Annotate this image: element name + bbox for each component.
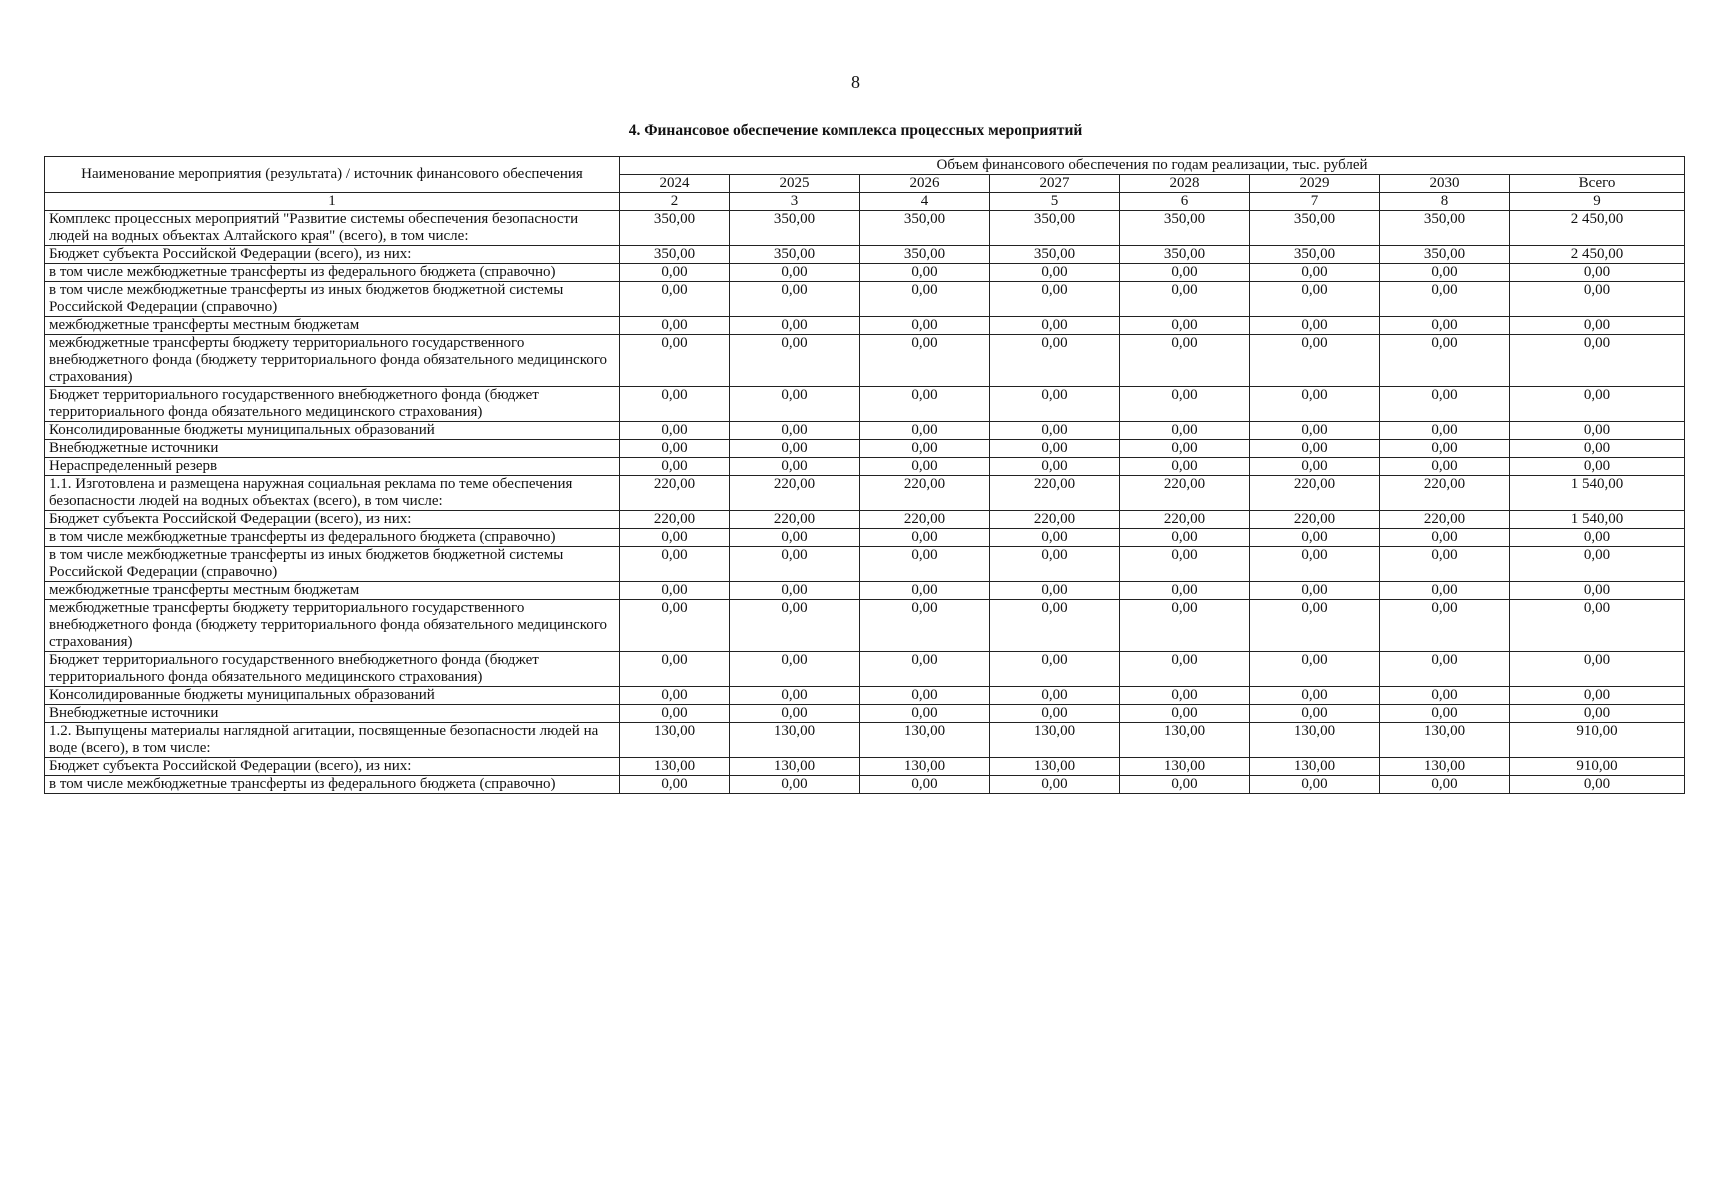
table-row xyxy=(45,529,1685,547)
year-header: 2027 xyxy=(990,175,1120,193)
row-label: Консолидированные бюджеты муниципальных образований xyxy=(45,687,620,705)
row-label: межбюджетные трансферты бюджету территориального государственного внебюджетного фонда (бюджету территориального фонда обязательного медицинского страхования) xyxy=(45,600,620,652)
row-value-cell: 0,00 xyxy=(1250,652,1380,687)
row-value-cell: 0,00 xyxy=(730,335,860,387)
row-value-cell: 0,00 xyxy=(1380,529,1510,547)
table-row xyxy=(45,582,1685,600)
row-value-cell: 0,00 xyxy=(1250,387,1380,422)
row-label: Бюджет территориального государственного внебюджетного фонда (бюджет территориального фонда обязательного медицинского страхования) xyxy=(45,652,620,687)
page-number: 8 xyxy=(851,72,860,92)
row-value-cell: 0,00 xyxy=(990,687,1120,705)
row-value-cell: 0,00 xyxy=(620,582,730,600)
row-value-cell: 0,00 xyxy=(1250,687,1380,705)
table-row xyxy=(45,387,1685,422)
row-value-cell: 220,00 xyxy=(1120,511,1250,529)
row-value-cell: 0,00 xyxy=(730,282,860,317)
row-value-cell: 0,00 xyxy=(860,458,990,476)
row-label: межбюджетные трансферты местным бюджетам xyxy=(45,317,620,335)
table-row xyxy=(45,547,1685,582)
row-value-cell: 0,00 xyxy=(620,282,730,317)
row-value-cell: 0,00 xyxy=(860,652,990,687)
row-total-cell: 0,00 xyxy=(1510,600,1685,652)
table-row xyxy=(45,652,1685,687)
row-value-cell: 350,00 xyxy=(1250,246,1380,264)
row-value-cell: 0,00 xyxy=(1120,705,1250,723)
row-total-cell: 2 450,00 xyxy=(1510,211,1685,246)
row-value-cell: 0,00 xyxy=(620,422,730,440)
row-value-cell: 0,00 xyxy=(990,387,1120,422)
row-total-cell: 0,00 xyxy=(1510,687,1685,705)
row-value-cell: 0,00 xyxy=(1380,705,1510,723)
row-value-cell: 0,00 xyxy=(620,652,730,687)
row-total-cell: 0,00 xyxy=(1510,282,1685,317)
row-value-cell: 0,00 xyxy=(1250,600,1380,652)
row-value-cell: 0,00 xyxy=(860,687,990,705)
row-label: межбюджетные трансферты бюджету территориального государственного внебюджетного фонда (бюджету территориального фонда обязательного медицинского страхования) xyxy=(45,335,620,387)
table-row xyxy=(45,246,1685,264)
row-value-cell: 0,00 xyxy=(860,547,990,582)
row-value-cell: 0,00 xyxy=(730,776,860,794)
row-value-cell: 0,00 xyxy=(990,458,1120,476)
year-header: 2030 xyxy=(1380,175,1510,193)
row-value-cell: 0,00 xyxy=(1380,422,1510,440)
row-total-cell: 0,00 xyxy=(1510,547,1685,582)
row-value-cell: 0,00 xyxy=(1250,776,1380,794)
row-value-cell: 0,00 xyxy=(730,687,860,705)
row-value-cell: 0,00 xyxy=(1120,317,1250,335)
row-value-cell: 0,00 xyxy=(1380,282,1510,317)
row-total-cell: 0,00 xyxy=(1510,387,1685,422)
row-value-cell: 0,00 xyxy=(1380,264,1510,282)
row-value-cell: 0,00 xyxy=(860,705,990,723)
row-value-cell: 0,00 xyxy=(1120,529,1250,547)
year-header: 2029 xyxy=(1250,175,1380,193)
row-value-cell: 0,00 xyxy=(620,547,730,582)
row-value-cell: 0,00 xyxy=(620,458,730,476)
table-row xyxy=(45,687,1685,705)
row-value-cell: 350,00 xyxy=(990,246,1120,264)
row-value-cell: 0,00 xyxy=(620,387,730,422)
row-value-cell: 0,00 xyxy=(990,282,1120,317)
row-value-cell: 130,00 xyxy=(990,723,1120,758)
row-label: в том числе межбюджетные трансферты из федерального бюджета (справочно) xyxy=(45,776,620,794)
row-total-cell: 0,00 xyxy=(1510,776,1685,794)
row-label: в том числе межбюджетные трансферты из федерального бюджета (справочно) xyxy=(45,264,620,282)
row-value-cell: 0,00 xyxy=(1380,600,1510,652)
row-value-cell: 0,00 xyxy=(730,440,860,458)
row-value-cell: 130,00 xyxy=(1250,723,1380,758)
row-value-cell: 0,00 xyxy=(990,264,1120,282)
row-value-cell: 0,00 xyxy=(1120,387,1250,422)
row-value-cell: 0,00 xyxy=(1380,687,1510,705)
column-number: 1 xyxy=(45,193,620,211)
row-value-cell: 0,00 xyxy=(620,317,730,335)
row-value-cell: 0,00 xyxy=(730,422,860,440)
year-header: 2026 xyxy=(860,175,990,193)
row-value-cell: 0,00 xyxy=(1250,547,1380,582)
row-value-cell: 0,00 xyxy=(1120,582,1250,600)
row-value-cell: 0,00 xyxy=(1380,440,1510,458)
row-label: Внебюджетные источники xyxy=(45,705,620,723)
row-value-cell: 220,00 xyxy=(1380,511,1510,529)
row-value-cell: 0,00 xyxy=(990,335,1120,387)
row-total-cell: 910,00 xyxy=(1510,723,1685,758)
row-value-cell: 0,00 xyxy=(1120,687,1250,705)
row-value-cell: 0,00 xyxy=(860,422,990,440)
row-value-cell: 350,00 xyxy=(1120,211,1250,246)
row-value-cell: 350,00 xyxy=(620,211,730,246)
row-value-cell: 0,00 xyxy=(1120,264,1250,282)
row-value-cell: 350,00 xyxy=(860,246,990,264)
row-total-cell: 0,00 xyxy=(1510,582,1685,600)
row-value-cell: 0,00 xyxy=(730,547,860,582)
financing-table xyxy=(44,156,1685,794)
row-value-cell: 0,00 xyxy=(730,600,860,652)
year-header: 2028 xyxy=(1120,175,1250,193)
row-value-cell: 0,00 xyxy=(1380,547,1510,582)
row-total-cell: 910,00 xyxy=(1510,758,1685,776)
year-header: 2024 xyxy=(620,175,730,193)
row-value-cell: 0,00 xyxy=(1250,422,1380,440)
row-value-cell: 0,00 xyxy=(730,582,860,600)
table-row xyxy=(45,422,1685,440)
row-value-cell: 220,00 xyxy=(620,511,730,529)
row-label: Бюджет субъекта Российской Федерации (всего), из них: xyxy=(45,511,620,529)
row-value-cell: 0,00 xyxy=(860,440,990,458)
row-total-cell: 2 450,00 xyxy=(1510,246,1685,264)
row-value-cell: 0,00 xyxy=(620,529,730,547)
column-number: 4 xyxy=(860,193,990,211)
row-value-cell: 0,00 xyxy=(620,705,730,723)
row-total-cell: 0,00 xyxy=(1510,440,1685,458)
row-label: в том числе межбюджетные трансферты из иных бюджетов бюджетной системы Российской Федерации (справочно) xyxy=(45,547,620,582)
table-row xyxy=(45,335,1685,387)
row-value-cell: 350,00 xyxy=(620,246,730,264)
row-value-cell: 220,00 xyxy=(730,511,860,529)
row-value-cell: 0,00 xyxy=(1120,282,1250,317)
row-value-cell: 350,00 xyxy=(1250,211,1380,246)
row-value-cell: 350,00 xyxy=(1380,246,1510,264)
year-header: 2025 xyxy=(730,175,860,193)
table-row xyxy=(45,211,1685,246)
table-row xyxy=(45,440,1685,458)
row-value-cell: 350,00 xyxy=(990,211,1120,246)
row-value-cell: 0,00 xyxy=(730,705,860,723)
row-value-cell: 0,00 xyxy=(860,776,990,794)
row-label: Бюджет субъекта Российской Федерации (всего), из них: xyxy=(45,246,620,264)
row-value-cell: 0,00 xyxy=(990,422,1120,440)
row-value-cell: 130,00 xyxy=(1380,723,1510,758)
row-total-cell: 1 540,00 xyxy=(1510,511,1685,529)
row-total-cell: 0,00 xyxy=(1510,458,1685,476)
row-value-cell: 0,00 xyxy=(860,335,990,387)
row-value-cell: 0,00 xyxy=(730,387,860,422)
row-label: Нераспределенный резерв xyxy=(45,458,620,476)
table-row xyxy=(45,282,1685,317)
row-total-cell: 0,00 xyxy=(1510,422,1685,440)
row-value-cell: 0,00 xyxy=(730,458,860,476)
row-value-cell: 0,00 xyxy=(860,582,990,600)
row-value-cell: 0,00 xyxy=(1120,652,1250,687)
row-value-cell: 0,00 xyxy=(990,652,1120,687)
row-value-cell: 0,00 xyxy=(1380,652,1510,687)
total-header: Всего xyxy=(1510,175,1685,193)
row-value-cell: 350,00 xyxy=(1120,246,1250,264)
row-value-cell: 350,00 xyxy=(730,211,860,246)
row-value-cell: 0,00 xyxy=(620,687,730,705)
row-value-cell: 130,00 xyxy=(990,758,1120,776)
row-value-cell: 0,00 xyxy=(1380,387,1510,422)
section-title: 4. Финансовое обеспечение комплекса процессных мероприятий xyxy=(628,122,1083,139)
row-value-cell: 220,00 xyxy=(1250,476,1380,511)
row-value-cell: 0,00 xyxy=(990,440,1120,458)
table-row xyxy=(45,458,1685,476)
row-value-cell: 220,00 xyxy=(990,511,1120,529)
row-total-cell: 0,00 xyxy=(1510,335,1685,387)
row-value-cell: 130,00 xyxy=(1380,758,1510,776)
row-value-cell: 0,00 xyxy=(1380,776,1510,794)
name-column-header: Наименование мероприятия (результата) / источник финансового обеспечения xyxy=(45,157,620,193)
row-value-cell: 0,00 xyxy=(1380,335,1510,387)
row-value-cell: 0,00 xyxy=(1250,282,1380,317)
row-value-cell: 0,00 xyxy=(1250,317,1380,335)
row-label: в том числе межбюджетные трансферты из иных бюджетов бюджетной системы Российской Федерации (справочно) xyxy=(45,282,620,317)
row-value-cell: 0,00 xyxy=(1120,458,1250,476)
row-label: 1.1. Изготовлена и размещена наружная социальная реклама по теме обеспечения безопасности людей на водных объектах (всего), в том числе: xyxy=(45,476,620,511)
row-value-cell: 0,00 xyxy=(1250,582,1380,600)
row-value-cell: 0,00 xyxy=(990,317,1120,335)
row-value-cell: 130,00 xyxy=(620,758,730,776)
column-number: 6 xyxy=(1120,193,1250,211)
row-value-cell: 220,00 xyxy=(990,476,1120,511)
row-value-cell: 130,00 xyxy=(1120,758,1250,776)
table-row xyxy=(45,600,1685,652)
row-value-cell: 130,00 xyxy=(730,758,860,776)
table-body xyxy=(45,211,1685,794)
row-value-cell: 220,00 xyxy=(860,476,990,511)
row-value-cell: 0,00 xyxy=(1120,335,1250,387)
row-total-cell: 0,00 xyxy=(1510,705,1685,723)
row-label: Бюджет субъекта Российской Федерации (всего), из них: xyxy=(45,758,620,776)
row-value-cell: 0,00 xyxy=(620,776,730,794)
row-value-cell: 0,00 xyxy=(860,387,990,422)
row-value-cell: 0,00 xyxy=(860,264,990,282)
row-value-cell: 220,00 xyxy=(620,476,730,511)
table-row xyxy=(45,317,1685,335)
row-value-cell: 0,00 xyxy=(1250,440,1380,458)
row-label: межбюджетные трансферты местным бюджетам xyxy=(45,582,620,600)
table-row xyxy=(45,476,1685,511)
row-value-cell: 130,00 xyxy=(1250,758,1380,776)
row-value-cell: 0,00 xyxy=(860,317,990,335)
row-value-cell: 130,00 xyxy=(860,758,990,776)
row-value-cell: 0,00 xyxy=(860,529,990,547)
table-row xyxy=(45,723,1685,758)
row-value-cell: 350,00 xyxy=(730,246,860,264)
row-value-cell: 0,00 xyxy=(990,705,1120,723)
row-value-cell: 0,00 xyxy=(860,600,990,652)
row-value-cell: 0,00 xyxy=(990,776,1120,794)
row-label: в том числе межбюджетные трансферты из федерального бюджета (справочно) xyxy=(45,529,620,547)
row-value-cell: 0,00 xyxy=(990,529,1120,547)
row-value-cell: 0,00 xyxy=(1120,547,1250,582)
row-value-cell: 0,00 xyxy=(1380,317,1510,335)
row-value-cell: 220,00 xyxy=(860,511,990,529)
row-value-cell: 0,00 xyxy=(1120,440,1250,458)
row-value-cell: 0,00 xyxy=(1380,582,1510,600)
column-number: 3 xyxy=(730,193,860,211)
table-row xyxy=(45,264,1685,282)
row-value-cell: 220,00 xyxy=(1380,476,1510,511)
row-value-cell: 0,00 xyxy=(620,264,730,282)
funding-group-header: Объем финансового обеспечения по годам реализации, тыс. рублей xyxy=(620,157,1685,175)
row-value-cell: 0,00 xyxy=(1120,776,1250,794)
row-value-cell: 0,00 xyxy=(620,440,730,458)
row-total-cell: 0,00 xyxy=(1510,529,1685,547)
row-total-cell: 0,00 xyxy=(1510,317,1685,335)
row-value-cell: 0,00 xyxy=(1250,705,1380,723)
row-value-cell: 0,00 xyxy=(1120,600,1250,652)
row-value-cell: 0,00 xyxy=(1250,264,1380,282)
row-value-cell: 220,00 xyxy=(1120,476,1250,511)
table-row xyxy=(45,705,1685,723)
row-value-cell: 0,00 xyxy=(620,335,730,387)
column-number: 8 xyxy=(1380,193,1510,211)
column-number: 2 xyxy=(620,193,730,211)
column-number: 9 xyxy=(1510,193,1685,211)
row-value-cell: 0,00 xyxy=(1250,458,1380,476)
row-label: 1.2. Выпущены материалы наглядной агитации, посвященные безопасности людей на воде (всего), в том числе: xyxy=(45,723,620,758)
row-total-cell: 1 540,00 xyxy=(1510,476,1685,511)
row-value-cell: 0,00 xyxy=(1250,335,1380,387)
column-number: 5 xyxy=(990,193,1120,211)
row-value-cell: 350,00 xyxy=(1380,211,1510,246)
row-value-cell: 130,00 xyxy=(1120,723,1250,758)
row-value-cell: 0,00 xyxy=(1250,529,1380,547)
row-value-cell: 350,00 xyxy=(860,211,990,246)
row-value-cell: 0,00 xyxy=(990,547,1120,582)
row-total-cell: 0,00 xyxy=(1510,652,1685,687)
row-value-cell: 0,00 xyxy=(730,529,860,547)
table-row xyxy=(45,511,1685,529)
row-value-cell: 0,00 xyxy=(1120,422,1250,440)
row-value-cell: 0,00 xyxy=(860,282,990,317)
row-value-cell: 130,00 xyxy=(620,723,730,758)
row-label: Консолидированные бюджеты муниципальных образований xyxy=(45,422,620,440)
column-number: 7 xyxy=(1250,193,1380,211)
row-value-cell: 0,00 xyxy=(730,652,860,687)
row-value-cell: 0,00 xyxy=(990,600,1120,652)
row-value-cell: 130,00 xyxy=(730,723,860,758)
row-value-cell: 0,00 xyxy=(1380,458,1510,476)
row-value-cell: 0,00 xyxy=(730,317,860,335)
row-value-cell: 0,00 xyxy=(620,600,730,652)
row-value-cell: 0,00 xyxy=(730,264,860,282)
table-row xyxy=(45,758,1685,776)
table-row xyxy=(45,776,1685,794)
row-value-cell: 130,00 xyxy=(860,723,990,758)
row-value-cell: 220,00 xyxy=(730,476,860,511)
row-total-cell: 0,00 xyxy=(1510,264,1685,282)
row-label: Внебюджетные источники xyxy=(45,440,620,458)
row-label: Бюджет территориального государственного внебюджетного фонда (бюджет территориального фонда обязательного медицинского страхования) xyxy=(45,387,620,422)
row-value-cell: 220,00 xyxy=(1250,511,1380,529)
row-value-cell: 0,00 xyxy=(990,582,1120,600)
row-label: Комплекс процессных мероприятий "Развитие системы обеспечения безопасности людей на водных объектах Алтайского края" (всего), в том числе: xyxy=(45,211,620,246)
